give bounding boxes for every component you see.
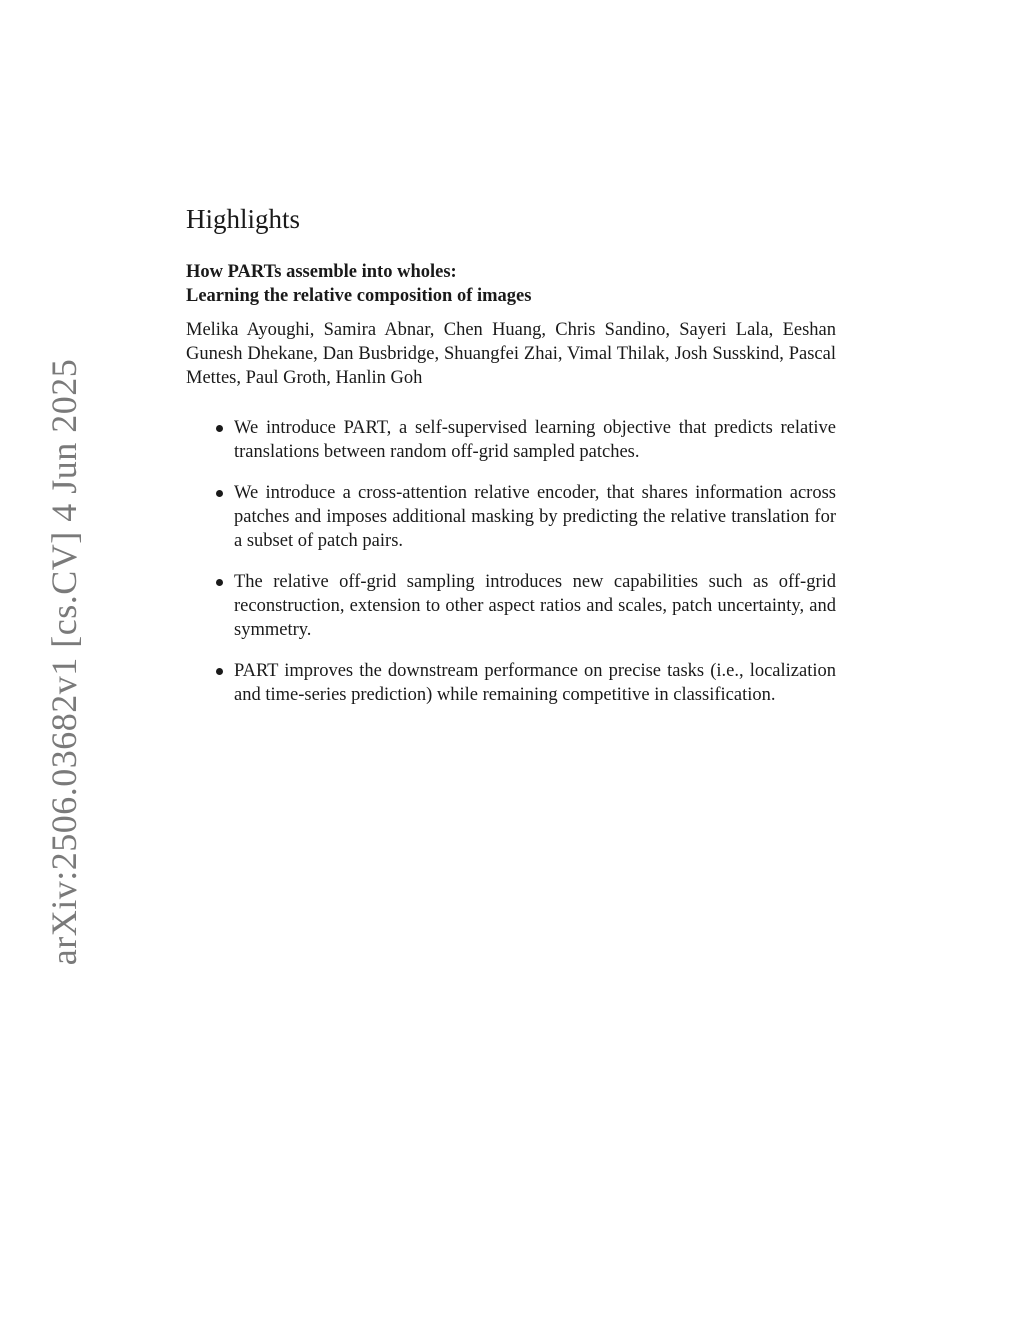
section-heading: Highlights (186, 204, 301, 234)
highlight-item (186, 570, 836, 642)
bullet-icon (216, 425, 223, 432)
highlights-list (186, 416, 836, 707)
paper-title (186, 260, 836, 308)
author-list: Melika Ayoughi, Samira Abnar, Chen Huang, Chris Sandino, Sayeri Lala, Eeshan Gunesh Dhekane, Dan Busbridge, Shuangfei Zhai, Vimal Thilak, Josh Susskind, Pascal Mettes, Paul Groth, Hanlin Goh (186, 320, 836, 388)
bullet-icon (216, 579, 223, 586)
bullet-icon (216, 668, 223, 675)
highlight-text: PART improves the downstream performance on precise tasks (i.e., localization and time-series prediction) while remaining competitive in classification. (234, 661, 836, 705)
highlight-item (186, 481, 836, 553)
paper-title-line-1: How PARTs assemble into wholes: (186, 262, 457, 282)
bullet-icon (216, 490, 223, 497)
highlight-text: We introduce a cross-attention relative encoder, that shares information across patches and imposes additional masking by predicting the relative translation for a subset of patch pairs. (234, 483, 836, 551)
highlights-page (186, 202, 836, 724)
arxiv-identifier: arXiv:2506.03682v1 [cs.CV] 4 Jun 2025 (44, 358, 84, 966)
highlight-text: We introduce PART, a self-supervised learning objective that predicts relative translations between random off-grid sampled patches. (234, 418, 836, 462)
highlight-text: The relative off-grid sampling introduces new capabilities such as off-grid reconstruction, extension to other aspect ratios and scales, patch uncertainty, and symmetry. (234, 572, 836, 640)
highlight-item (186, 416, 836, 464)
paper-title-line-2: Learning the relative composition of images (186, 286, 532, 306)
highlight-item (186, 659, 836, 707)
